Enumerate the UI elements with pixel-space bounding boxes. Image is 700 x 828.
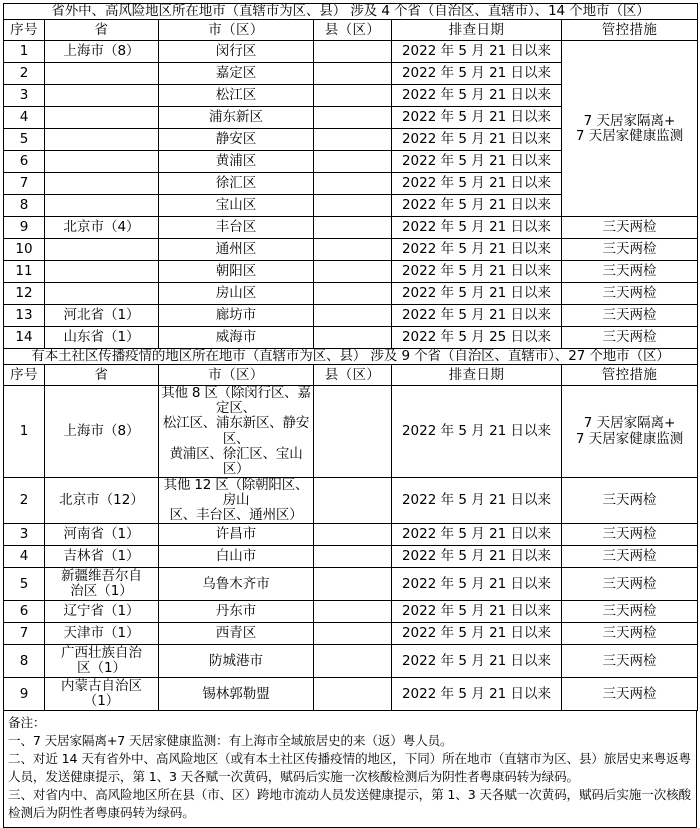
- cell-city: 乌鲁木齐市: [159, 568, 314, 601]
- cell-county: [314, 601, 392, 623]
- table-row: [4, 239, 698, 261]
- cell-province: [45, 283, 159, 305]
- cell-date: 2022 年 5 月 21 日以来: [392, 41, 562, 63]
- table-row: [4, 41, 698, 63]
- cell-measure: 三天两检: [562, 678, 698, 711]
- cell-county: [314, 477, 392, 523]
- cell-province: 天津市（1）: [45, 623, 159, 645]
- table2-col-city: 市（区）: [159, 365, 314, 386]
- cell-county: [314, 623, 392, 645]
- cell-seq: 4: [4, 107, 45, 129]
- cell-date: 2022 年 5 月 21 日以来: [392, 623, 562, 645]
- table1-col-date: 排查日期: [392, 20, 562, 41]
- cell-date: 2022 年 5 月 21 日以来: [392, 173, 562, 195]
- cell-city: 西青区: [159, 623, 314, 645]
- cell-county: [314, 195, 392, 217]
- cell-city: 徐汇区: [159, 173, 314, 195]
- table2-banner: 有本土社区传播疫情的地区所在地市（直辖市为区、县） 涉及 9 个省（自治区、直辖市）、27 个地市（区）: [4, 349, 698, 365]
- cell-date: 2022 年 5 月 21 日以来: [392, 239, 562, 261]
- notes-title: 备注：: [8, 715, 46, 731]
- table2-col-county: 县（区）: [314, 365, 392, 386]
- cell-province: 北京市（12）: [45, 477, 159, 523]
- cell-seq: 1: [4, 386, 45, 478]
- cell-city: 房山区: [159, 283, 314, 305]
- table-row: [4, 645, 698, 678]
- cell-province: 吉林省（1）: [45, 546, 159, 568]
- table1-col-city: 市（区）: [159, 20, 314, 41]
- cell-seq: 5: [4, 568, 45, 601]
- table-row: [4, 261, 698, 283]
- table1-banner: 省外中、高风险地区所在地市（直辖市为区、县） 涉及 4 个省（自治区、直辖市）、14 个地市（区）: [4, 4, 698, 20]
- cell-seq: 6: [4, 151, 45, 173]
- table-row: [4, 305, 698, 327]
- cell-province: 河南省（1）: [45, 524, 159, 546]
- cell-measure: 三天两检: [562, 239, 698, 261]
- cell-measure: 三天两检: [562, 601, 698, 623]
- cell-province: 上海市（8）: [45, 41, 159, 63]
- cell-seq: 12: [4, 283, 45, 305]
- cell-measure: 三天两检: [562, 217, 698, 239]
- cell-date: 2022 年 5 月 21 日以来: [392, 217, 562, 239]
- cell-county: [314, 524, 392, 546]
- cell-date: 2022 年 5 月 21 日以来: [392, 524, 562, 546]
- cell-seq: 7: [4, 173, 45, 195]
- cell-date: 2022 年 5 月 21 日以来: [392, 601, 562, 623]
- cell-seq: 2: [4, 477, 45, 523]
- cell-county: [314, 386, 392, 478]
- cell-seq: 13: [4, 305, 45, 327]
- cell-county: [314, 239, 392, 261]
- cell-province: [45, 678, 159, 711]
- cell-measure: 三天两检: [562, 524, 698, 546]
- table-row: [4, 283, 698, 305]
- cell-county: [314, 107, 392, 129]
- cell-city: 静安区: [159, 129, 314, 151]
- cell-province: [45, 239, 159, 261]
- cell-date: 2022 年 5 月 21 日以来: [392, 283, 562, 305]
- table-local-transmission-areas: [3, 348, 698, 711]
- cell-province: 辽宁省（1）: [45, 601, 159, 623]
- cell-city: 威海市: [159, 327, 314, 349]
- cell-date: 2022 年 5 月 21 日以来: [392, 386, 562, 478]
- cell-seq: 8: [4, 195, 45, 217]
- cell-measure: 三天两检: [562, 546, 698, 568]
- cell-county: [314, 261, 392, 283]
- city-line-2: 松江区、浦东新区、静安区、: [162, 415, 310, 447]
- table1-col-county: 县（区）: [314, 20, 392, 41]
- cell-seq: 3: [4, 85, 45, 107]
- cell-city: 锡林郭勒盟: [159, 678, 314, 711]
- cell-province: [45, 63, 159, 85]
- measure-line-1: 7 天居家隔离+: [583, 415, 676, 432]
- cell-city: 丹东市: [159, 601, 314, 623]
- cell-city: 防城港市: [159, 645, 314, 678]
- table2-col-province: 省: [45, 365, 159, 386]
- city-line-1: 其他 12 区（除朝阳区、房山: [163, 476, 309, 508]
- cell-county: [314, 129, 392, 151]
- table2-col-date: 排查日期: [392, 365, 562, 386]
- cell-date: 2022 年 5 月 21 日以来: [392, 85, 562, 107]
- cell-province: 北京市（4）: [45, 217, 159, 239]
- cell-seq: 8: [4, 645, 45, 678]
- cell-seq: 9: [4, 678, 45, 711]
- cell-province: [45, 173, 159, 195]
- cell-measure: 三天两检: [562, 623, 698, 645]
- cell-measure: 三天两检: [562, 261, 698, 283]
- province-line-1: 广西壮族自治: [61, 645, 142, 662]
- table-row: [4, 477, 698, 523]
- cell-county: [314, 546, 392, 568]
- cell-date: 2022 年 5 月 25 日以来: [392, 327, 562, 349]
- cell-date: 2022 年 5 月 21 日以来: [392, 129, 562, 151]
- cell-measure: 三天两检: [562, 568, 698, 601]
- cell-city: 许昌市: [159, 524, 314, 546]
- table-row: [4, 386, 698, 478]
- cell-date: 2022 年 5 月 21 日以来: [392, 195, 562, 217]
- table-province-outside-risk-areas: [3, 3, 698, 349]
- cell-city: [159, 477, 314, 523]
- cell-date: 2022 年 5 月 21 日以来: [392, 63, 562, 85]
- cell-province: [45, 261, 159, 283]
- cell-county: [314, 85, 392, 107]
- cell-seq: 9: [4, 217, 45, 239]
- cell-city: 嘉定区: [159, 63, 314, 85]
- cell-county: [314, 41, 392, 63]
- measure-line-2: 7 天居家健康监测: [575, 127, 684, 144]
- cell-measure: 三天两检: [562, 305, 698, 327]
- table2-banner-row: [4, 349, 698, 365]
- cell-county: [314, 568, 392, 601]
- cell-county: [314, 327, 392, 349]
- cell-measure: 三天两检: [562, 645, 698, 678]
- cell-county: [314, 63, 392, 85]
- cell-province: 河北省（1）: [45, 305, 159, 327]
- cell-city: 宝山区: [159, 195, 314, 217]
- cell-city: 廊坊市: [159, 305, 314, 327]
- cell-county: [314, 217, 392, 239]
- cell-city: 通州区: [159, 239, 314, 261]
- table1-col-measure: 管控措施: [562, 20, 698, 41]
- table1-banner-row: [4, 4, 698, 20]
- cell-seq: 5: [4, 129, 45, 151]
- cell-province: [45, 129, 159, 151]
- table-row: [4, 678, 698, 711]
- cell-province: [45, 568, 159, 601]
- city-line-1: 其他 8 区（除闵行区、嘉定区、: [161, 385, 311, 417]
- notes-block: [3, 711, 697, 828]
- cell-seq: 7: [4, 623, 45, 645]
- cell-measure: 三天两检: [562, 477, 698, 523]
- cell-date: 2022 年 5 月 21 日以来: [392, 645, 562, 678]
- cell-province: [45, 85, 159, 107]
- cell-seq: 10: [4, 239, 45, 261]
- cell-date: 2022 年 5 月 21 日以来: [392, 107, 562, 129]
- cell-province: 上海市（8）: [45, 386, 159, 478]
- table-row: [4, 217, 698, 239]
- cell-province: [45, 107, 159, 129]
- notes-line-1: 一、7 天居家隔离+7 天居家健康监测：有上海市全域旅居史的来（返）粤人员。: [8, 733, 453, 749]
- cell-date: 2022 年 5 月 21 日以来: [392, 261, 562, 283]
- cell-county: [314, 173, 392, 195]
- cell-city: 闵行区: [159, 41, 314, 63]
- table1-header-row: [4, 20, 698, 41]
- notes-line-2: 二、对近 14 天有省外中、高风险地区（或有本土社区传播疫情的地区，下同）所在地市（直辖市为区、县）旅居史来粤返粤人员，发送健康提示，第 1、3 天各赋一次黄码，赋码后实施一次核酸检测后为阴性者粤康码转为绿码。: [8, 750, 691, 784]
- cell-seq: 1: [4, 41, 45, 63]
- province-line-1: 新疆维吾尔自: [61, 568, 142, 585]
- cell-measure: 三天两检: [562, 327, 698, 349]
- table2-col-seq: 序号: [4, 365, 45, 386]
- city-line-2: 区、丰台区、通州区）: [169, 507, 303, 524]
- cell-city: [159, 386, 314, 478]
- cell-seq: 6: [4, 601, 45, 623]
- measure-line-1: 7 天居家隔离+: [583, 112, 676, 129]
- cell-county: [314, 645, 392, 678]
- cell-seq: 11: [4, 261, 45, 283]
- cell-city: 朝阳区: [159, 261, 314, 283]
- cell-seq: 2: [4, 63, 45, 85]
- cell-date: 2022 年 5 月 21 日以来: [392, 546, 562, 568]
- province-line-2: （1）: [83, 693, 120, 710]
- cell-county: [314, 151, 392, 173]
- measure-line-2: 7 天居家健康监测: [575, 430, 684, 447]
- cell-date: 2022 年 5 月 21 日以来: [392, 678, 562, 711]
- cell-measure-group: [562, 41, 698, 217]
- table1-col-province: 省: [45, 20, 159, 41]
- cell-province: [45, 195, 159, 217]
- table-row: [4, 601, 698, 623]
- cell-county: [314, 305, 392, 327]
- cell-province: [45, 645, 159, 678]
- cell-measure: 三天两检: [562, 283, 698, 305]
- cell-date: 2022 年 5 月 21 日以来: [392, 568, 562, 601]
- cell-city: 浦东新区: [159, 107, 314, 129]
- table-row: [4, 546, 698, 568]
- city-line-3: 黄浦区、徐汇区、宝山区）: [169, 445, 303, 477]
- cell-city: 黄浦区: [159, 151, 314, 173]
- cell-county: [314, 678, 392, 711]
- table2-col-measure: 管控措施: [562, 365, 698, 386]
- province-line-2: 区（1）: [76, 660, 127, 677]
- cell-city: 松江区: [159, 85, 314, 107]
- cell-seq: 4: [4, 546, 45, 568]
- table-row: [4, 568, 698, 601]
- province-line-1: 内蒙古自治区: [61, 678, 142, 695]
- cell-province: 山东省（1）: [45, 327, 159, 349]
- table1-col-seq: 序号: [4, 20, 45, 41]
- table-row: [4, 623, 698, 645]
- cell-date: 2022 年 5 月 21 日以来: [392, 305, 562, 327]
- province-line-2: 治区（1）: [70, 583, 133, 600]
- cell-city: 白山市: [159, 546, 314, 568]
- cell-seq: 14: [4, 327, 45, 349]
- table2-header-row: [4, 365, 698, 386]
- cell-date: 2022 年 5 月 21 日以来: [392, 477, 562, 523]
- notes-line-3: 三、对省内中、高风险地区所在县（市、区）跨地市流动人员发送健康提示，第 1、3 天各赋一次黄码，赋码后实施一次核酸检测后为阴性者粤康码转为绿码。: [8, 786, 691, 820]
- cell-province: [45, 151, 159, 173]
- cell-seq: 3: [4, 524, 45, 546]
- cell-county: [314, 283, 392, 305]
- cell-date: 2022 年 5 月 21 日以来: [392, 151, 562, 173]
- cell-measure: [562, 386, 698, 478]
- table-row: [4, 327, 698, 349]
- table-row: [4, 524, 698, 546]
- cell-city: 丰台区: [159, 217, 314, 239]
